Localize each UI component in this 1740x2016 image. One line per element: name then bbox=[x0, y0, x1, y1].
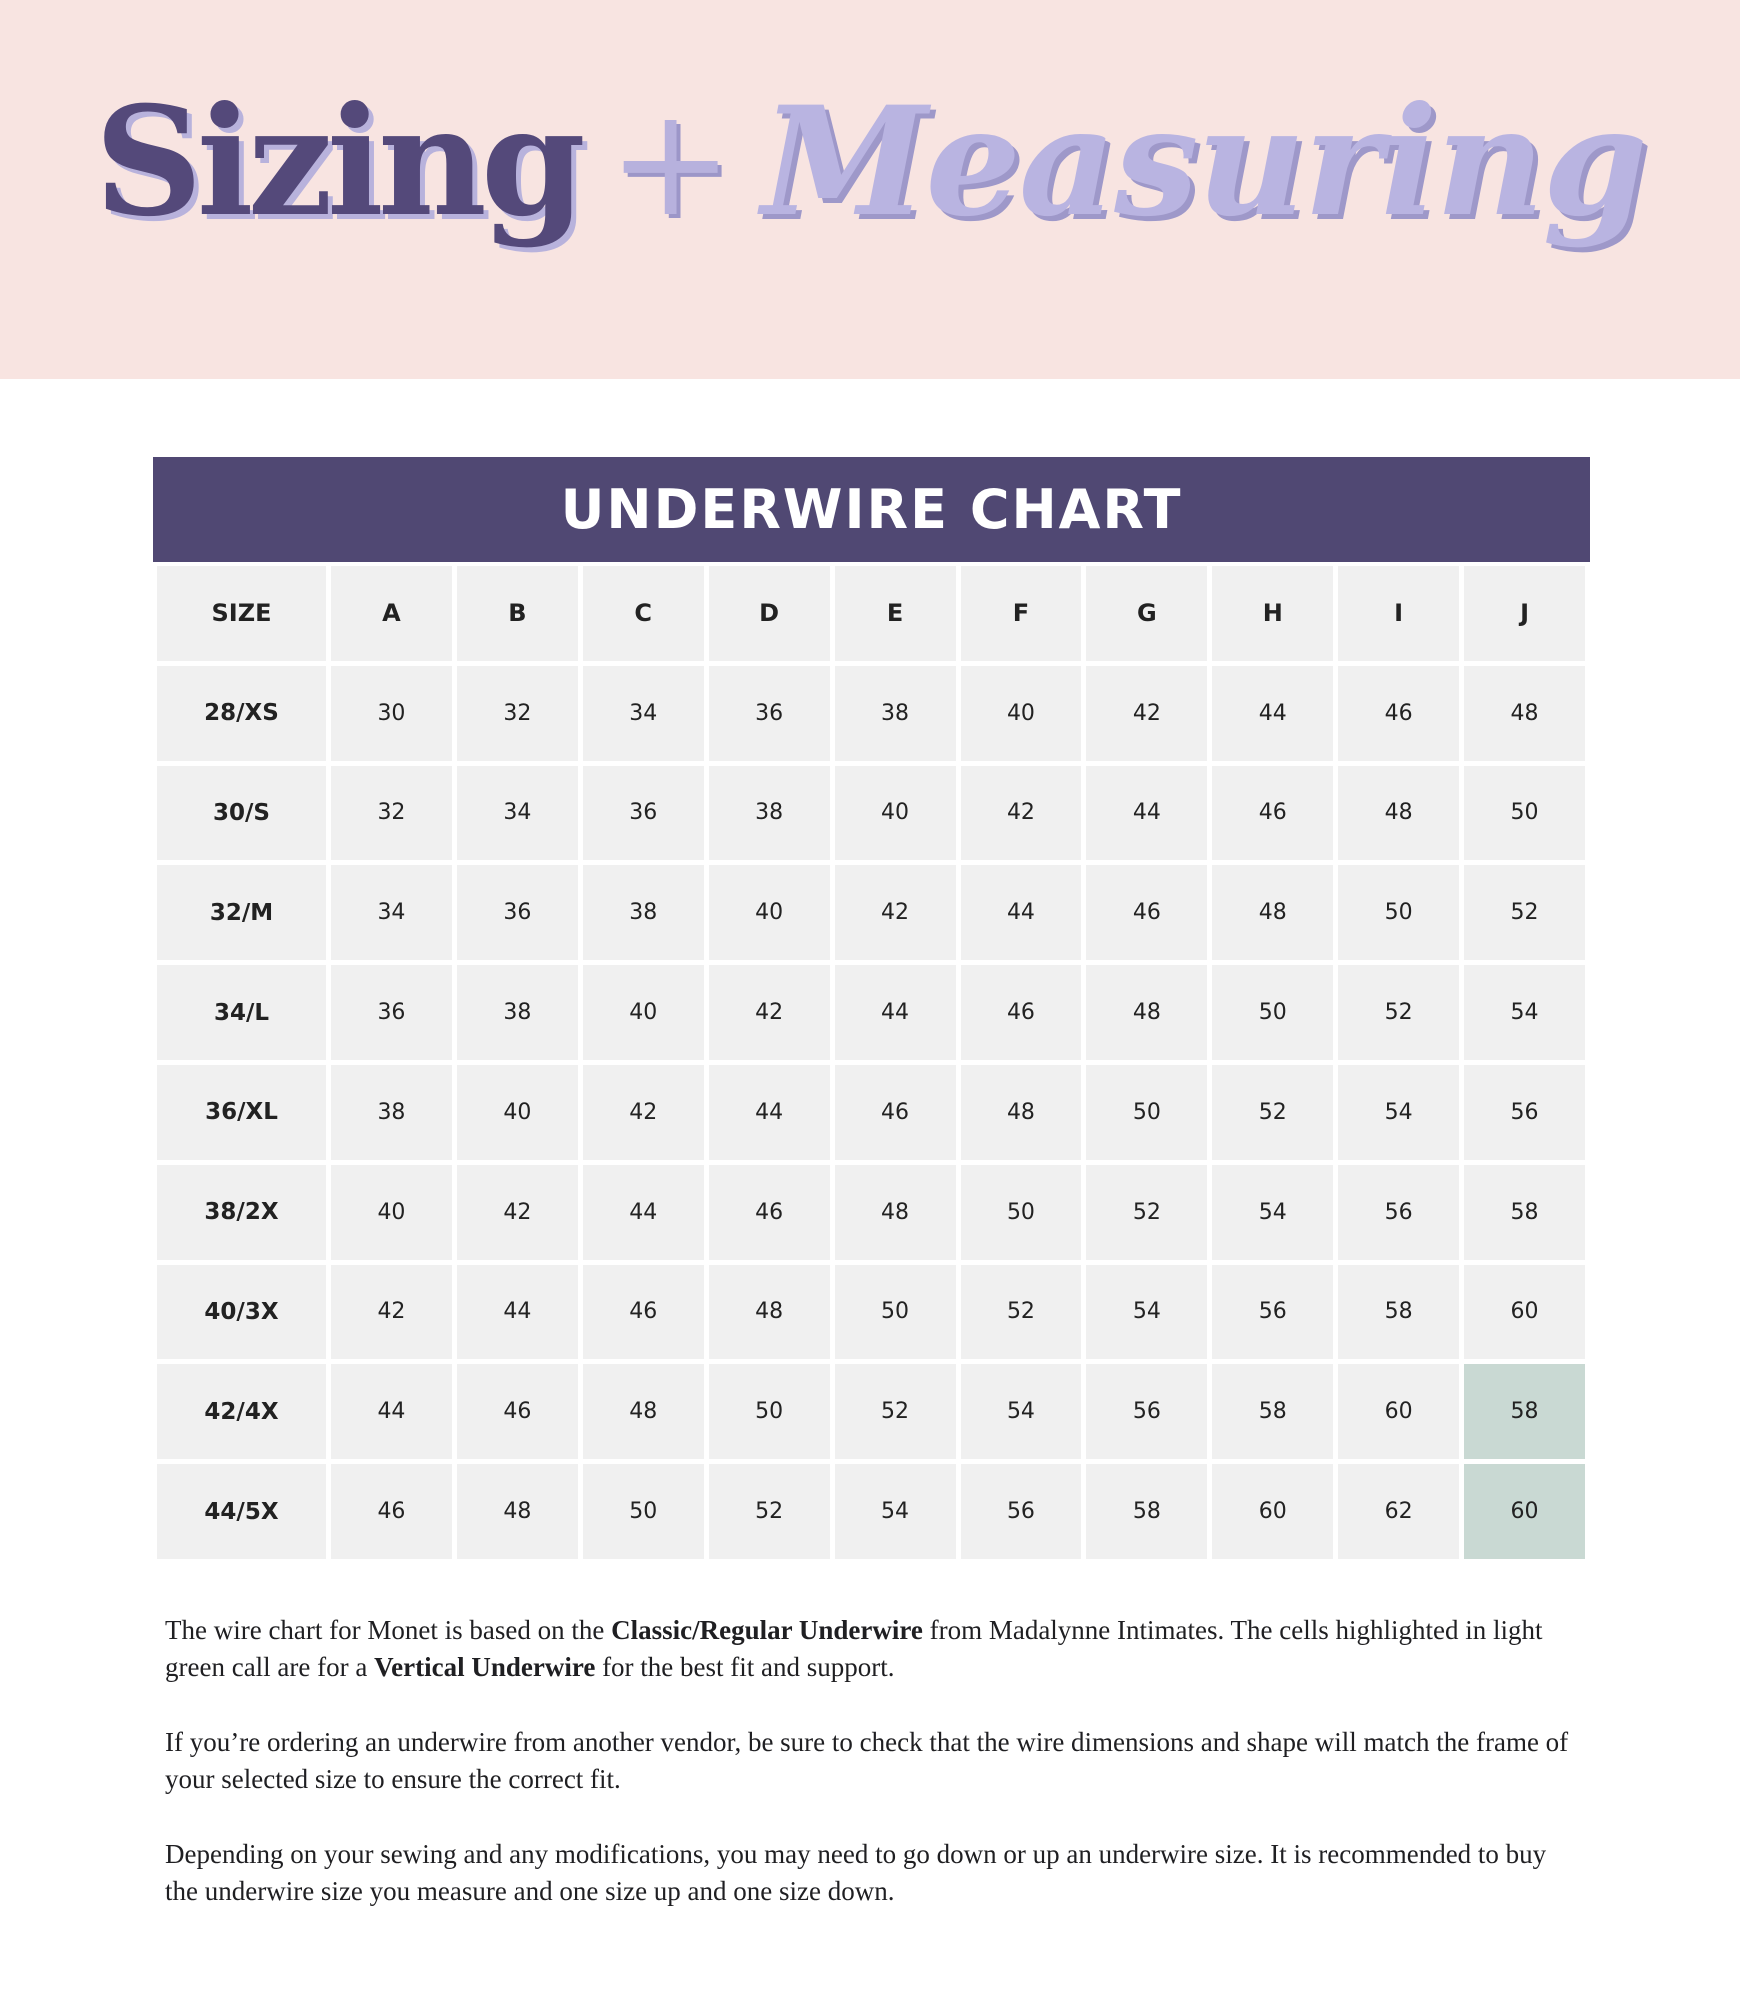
table-cell: 38 bbox=[331, 1065, 452, 1160]
table-cell: 52 bbox=[1086, 1165, 1207, 1260]
column-header-cup: F bbox=[961, 566, 1082, 661]
table-cell: 40 bbox=[331, 1165, 452, 1260]
table-cell: 52 bbox=[1212, 1065, 1333, 1160]
table-cell: 58 bbox=[1086, 1464, 1207, 1559]
table-cell: 56 bbox=[1086, 1364, 1207, 1459]
table-cell: 40 bbox=[583, 965, 704, 1060]
table-cell: 46 bbox=[1338, 666, 1459, 761]
title-sizing: Sizing bbox=[94, 74, 580, 250]
table-cell: 44 bbox=[583, 1165, 704, 1260]
table-cell: 50 bbox=[709, 1364, 830, 1459]
table-cell: 48 bbox=[1086, 965, 1207, 1060]
row-size-label: 34/L bbox=[157, 965, 326, 1060]
table-cell: 56 bbox=[1212, 1265, 1333, 1360]
table-cell: 50 bbox=[1212, 965, 1333, 1060]
table-cell: 52 bbox=[709, 1464, 830, 1559]
table-cell: 54 bbox=[1086, 1265, 1207, 1360]
table-cell: 60 bbox=[1338, 1364, 1459, 1459]
note-size-recommendation: Depending on your sewing and any modifications, you may need to go down or up an underwire size. It is recommended to buy the underwire size you measure and one size up and one size down. bbox=[165, 1839, 1547, 1906]
table-cell: 54 bbox=[835, 1464, 956, 1559]
table-cell: 58 bbox=[1464, 1165, 1585, 1260]
table-cell: 54 bbox=[961, 1364, 1082, 1459]
row-size-label: 38/2X bbox=[157, 1165, 326, 1260]
note-text: The wire chart for Monet is based on the bbox=[165, 1615, 612, 1645]
table-cell: 56 bbox=[961, 1464, 1082, 1559]
table-cell: 42 bbox=[1086, 666, 1207, 761]
table-cell: 46 bbox=[583, 1265, 704, 1360]
table-cell: 60 bbox=[1464, 1265, 1585, 1360]
table-cell: 38 bbox=[457, 965, 578, 1060]
table-cell: 46 bbox=[1212, 766, 1333, 861]
table-cell: 42 bbox=[709, 965, 830, 1060]
row-size-label: 30/S bbox=[157, 766, 326, 861]
table-cell: 52 bbox=[1338, 965, 1459, 1060]
table-cell: 48 bbox=[709, 1265, 830, 1360]
notes-section bbox=[165, 1612, 1585, 1948]
table-cell: 52 bbox=[961, 1265, 1082, 1360]
note-wire-chart bbox=[165, 1612, 1585, 1686]
table-cell: 38 bbox=[835, 666, 956, 761]
column-header-cup: I bbox=[1338, 566, 1459, 661]
column-header-size: SIZE bbox=[157, 566, 326, 661]
table-cell: 34 bbox=[457, 766, 578, 861]
column-header-cup: D bbox=[709, 566, 830, 661]
table-cell: 44 bbox=[457, 1265, 578, 1360]
table-cell: 42 bbox=[331, 1265, 452, 1360]
title-measuring: Measuring bbox=[761, 74, 1646, 250]
table-cell: 38 bbox=[583, 865, 704, 960]
title-plus: + bbox=[607, 76, 734, 250]
table-cell: 50 bbox=[1464, 766, 1585, 861]
table-cell: 48 bbox=[961, 1065, 1082, 1160]
table-cell: 48 bbox=[1212, 865, 1333, 960]
table-cell: 44 bbox=[961, 865, 1082, 960]
table-cell: 50 bbox=[583, 1464, 704, 1559]
table-cell: 50 bbox=[1086, 1065, 1207, 1160]
row-size-label: 44/5X bbox=[157, 1464, 326, 1559]
column-header-cup: B bbox=[457, 566, 578, 661]
row-size-label: 28/XS bbox=[157, 666, 326, 761]
table-cell: 46 bbox=[1086, 865, 1207, 960]
table-cell-highlighted: 60 bbox=[1464, 1464, 1585, 1559]
table-cell: 36 bbox=[583, 766, 704, 861]
table-cell: 44 bbox=[1086, 766, 1207, 861]
table-cell: 38 bbox=[709, 766, 830, 861]
row-size-label: 42/4X bbox=[157, 1364, 326, 1459]
table-cell: 36 bbox=[709, 666, 830, 761]
table-cell: 56 bbox=[1338, 1165, 1459, 1260]
table-cell: 50 bbox=[835, 1265, 956, 1360]
row-size-label: 32/M bbox=[157, 865, 326, 960]
note-bold-vertical-underwire: Vertical Underwire bbox=[374, 1652, 596, 1682]
table-cell: 46 bbox=[835, 1065, 956, 1160]
table-cell: 42 bbox=[961, 766, 1082, 861]
table-cell: 36 bbox=[331, 965, 452, 1060]
table-cell: 32 bbox=[457, 666, 578, 761]
chart-title: UNDERWIRE CHART bbox=[153, 457, 1590, 562]
table-cell: 42 bbox=[457, 1165, 578, 1260]
table-cell: 54 bbox=[1464, 965, 1585, 1060]
table-cell: 48 bbox=[1464, 666, 1585, 761]
table-cell: 42 bbox=[835, 865, 956, 960]
table-cell: 46 bbox=[961, 965, 1082, 1060]
column-header-cup: H bbox=[1212, 566, 1333, 661]
hero-banner bbox=[0, 0, 1740, 379]
page-title bbox=[0, 62, 1740, 263]
table-cell: 48 bbox=[583, 1364, 704, 1459]
column-header-cup: C bbox=[583, 566, 704, 661]
table-cell: 40 bbox=[961, 666, 1082, 761]
note-other-vendor: If you’re ordering an underwire from another vendor, be sure to check that the wire dimensions and shape will match the frame of your selected size to ensure the correct fit. bbox=[165, 1727, 1569, 1794]
table-cell-highlighted: 58 bbox=[1464, 1364, 1585, 1459]
table-cell: 52 bbox=[1464, 865, 1585, 960]
table-cell: 42 bbox=[583, 1065, 704, 1160]
table-cell: 44 bbox=[835, 965, 956, 1060]
table-cell: 30 bbox=[331, 666, 452, 761]
table-cell: 52 bbox=[835, 1364, 956, 1459]
table-cell: 44 bbox=[1212, 666, 1333, 761]
table-cell: 40 bbox=[457, 1065, 578, 1160]
table-cell: 48 bbox=[835, 1165, 956, 1260]
note-text: for the best fit and support. bbox=[595, 1652, 895, 1682]
table-cell: 56 bbox=[1464, 1065, 1585, 1160]
table-cell: 34 bbox=[331, 865, 452, 960]
note-bold-classic-underwire: Classic/Regular Underwire bbox=[611, 1615, 923, 1645]
table-cell: 46 bbox=[709, 1165, 830, 1260]
table-cell: 40 bbox=[709, 865, 830, 960]
table-cell: 46 bbox=[331, 1464, 452, 1559]
table-cell: 40 bbox=[835, 766, 956, 861]
table-cell: 50 bbox=[961, 1165, 1082, 1260]
table-cell: 50 bbox=[1338, 865, 1459, 960]
column-header-cup: J bbox=[1464, 566, 1585, 661]
row-size-label: 36/XL bbox=[157, 1065, 326, 1160]
table-cell: 60 bbox=[1212, 1464, 1333, 1559]
table-cell: 32 bbox=[331, 766, 452, 861]
table-cell: 54 bbox=[1212, 1165, 1333, 1260]
row-size-label: 40/3X bbox=[157, 1265, 326, 1360]
table-cell: 34 bbox=[583, 666, 704, 761]
column-header-cup: A bbox=[331, 566, 452, 661]
note-text: from Madalynne Intimates. The cells highlighted in light green call are for a bbox=[165, 1615, 1543, 1682]
table-cell: 44 bbox=[331, 1364, 452, 1459]
underwire-size-table bbox=[153, 562, 1590, 1561]
table-cell: 62 bbox=[1338, 1464, 1459, 1559]
column-header-cup: E bbox=[835, 566, 956, 661]
table-cell: 46 bbox=[457, 1364, 578, 1459]
table-cell: 58 bbox=[1338, 1265, 1459, 1360]
table-cell: 58 bbox=[1212, 1364, 1333, 1459]
table-cell: 48 bbox=[1338, 766, 1459, 861]
table-cell: 48 bbox=[457, 1464, 578, 1559]
table-cell: 36 bbox=[457, 865, 578, 960]
column-header-cup: G bbox=[1086, 566, 1207, 661]
table-cell: 54 bbox=[1338, 1065, 1459, 1160]
table-cell: 44 bbox=[709, 1065, 830, 1160]
